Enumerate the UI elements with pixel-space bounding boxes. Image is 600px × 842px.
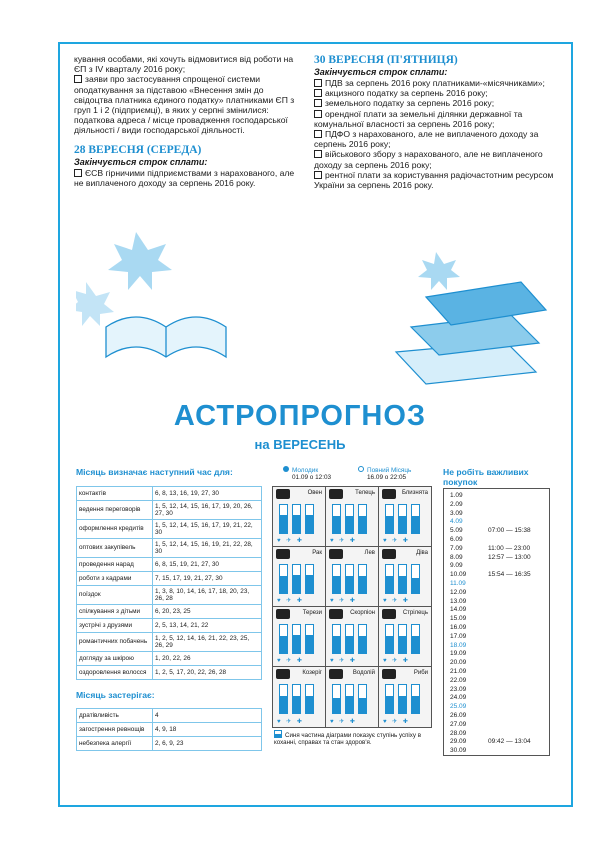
zodiac-cell: [326, 547, 379, 606]
zodiac-bars: [385, 684, 420, 714]
table-row: [77, 619, 262, 633]
day-row: [450, 624, 549, 633]
day-date: 4.09: [450, 518, 463, 526]
day-row: [450, 730, 549, 739]
row-days: 2, 6, 9, 23: [153, 737, 262, 751]
table-row: [77, 539, 262, 558]
level-bar: [345, 684, 354, 714]
row-days: 4, 9, 18: [153, 723, 262, 737]
day-row: [450, 659, 549, 668]
category-icons: ♥ ✈ ✚: [277, 658, 304, 664]
zodiac-cell: [379, 547, 431, 606]
level-bar: [332, 504, 341, 534]
checkbox[interactable]: [74, 75, 82, 83]
row-label: поїздок: [77, 586, 153, 605]
zodiac-bars: [332, 564, 367, 594]
list-item: [314, 129, 558, 149]
zodiac-name: Близнята: [401, 490, 428, 496]
subheading-sep30: Закінчується строк сплати:: [314, 67, 448, 77]
day-row: [450, 536, 549, 545]
day-row: [450, 738, 549, 747]
day-row: [450, 571, 549, 580]
day-row: [450, 554, 549, 563]
category-icons: ♥ ✈ ✚: [277, 719, 304, 725]
item-text: заяви про застосування спрощеної системи оподаткування за підставою «Внесення змін до свідоцтва платника єдиного податку» платниками ЄП з груп 1 і 2 (підприємці), в яких у серпні змінилися: податкова адреса / місце провадження господарської діяльності / види господарської діяльності.: [74, 74, 295, 136]
category-icons: ♥ ✈ ✚: [383, 598, 410, 604]
day-row: [450, 694, 549, 703]
level-bar: [411, 564, 420, 594]
zodiac-symbol-icon: [276, 549, 290, 559]
day-row: [450, 510, 549, 519]
bar-legend-icon: [274, 730, 282, 738]
category-icons: ♥ ✈ ✚: [383, 658, 410, 664]
level-bar: [279, 684, 288, 714]
zodiac-name: Скорпіон: [350, 610, 375, 616]
category-icons: ♥ ✈ ✚: [330, 538, 357, 544]
heading-sep30: 30 ВЕРЕСНЯ (П'ЯТНИЦЯ): [314, 54, 458, 66]
zodiac-bars: [279, 624, 314, 654]
row-days: 1, 5, 12, 14, 15, 16, 19, 21, 22, 28, 30: [153, 539, 262, 558]
zodiac-row: [273, 607, 431, 667]
row-label: загострення ревнощів: [77, 723, 153, 737]
day-row: [450, 721, 549, 730]
zodiac-cell: [273, 667, 326, 727]
sep30-list: [314, 78, 558, 190]
list-item: [314, 88, 558, 98]
category-icons: ♥ ✈ ✚: [330, 719, 357, 725]
level-bar: [345, 504, 354, 534]
day-date: 8.09: [450, 553, 463, 561]
day-date: 18.09: [450, 641, 467, 649]
day-date: 9.09: [450, 562, 463, 570]
zodiac-bars: [279, 504, 314, 534]
item-text: рентної плати за користування радіочастотним ресурсом України за серпень 2016 року.: [314, 169, 554, 191]
level-bar: [411, 684, 420, 714]
day-row: [450, 642, 549, 651]
item-text: земельного податку за серпень 2016 року;: [325, 98, 495, 109]
zodiac-symbol-icon: [276, 489, 290, 499]
full-moon: [358, 466, 411, 482]
day-date: 13.09: [450, 597, 467, 605]
table-row: [77, 501, 262, 520]
day-date: 11.09: [450, 579, 466, 587]
zodiac-symbol-icon: [329, 549, 343, 559]
checkbox[interactable]: [314, 99, 322, 107]
level-bar: [292, 564, 301, 594]
day-row: [450, 518, 549, 527]
category-icons: ♥ ✈ ✚: [277, 538, 304, 544]
day-row: [450, 501, 549, 510]
day-date: 28.09: [450, 729, 467, 737]
books-illustration: [76, 222, 556, 394]
table-row: [77, 572, 262, 586]
day-time: 12:57 — 13:00: [488, 553, 531, 561]
day-row: [450, 580, 549, 589]
row-label: догляду за шкірою: [77, 652, 153, 666]
checkbox[interactable]: [314, 89, 322, 97]
day-date: 21.09: [450, 667, 467, 675]
level-bar: [279, 504, 288, 534]
level-bar: [358, 564, 367, 594]
level-bar: [345, 624, 354, 654]
zodiac-row: [273, 487, 431, 547]
row-days: 7, 15, 17, 19, 21, 27, 30: [153, 572, 262, 586]
checkbox[interactable]: [314, 130, 322, 138]
zodiac-bars: [279, 684, 314, 714]
good-title: Місяць визначає наступний час для:: [76, 467, 233, 477]
level-bar: [292, 504, 301, 534]
good-table: [76, 486, 262, 680]
day-date: 25.09: [450, 703, 467, 711]
row-days: 4: [153, 709, 262, 723]
category-icons: ♥ ✈ ✚: [383, 538, 410, 544]
zodiac-name: Риби: [413, 670, 428, 676]
day-date: 10.09: [450, 571, 467, 579]
zodiac-cell: [326, 667, 379, 727]
zodiac-cell: [379, 487, 431, 546]
category-icons: ♥ ✈ ✚: [383, 719, 410, 725]
day-date: 14.09: [450, 606, 467, 614]
day-time: 11:00 — 23:00: [488, 544, 531, 552]
book-stack-icon: [396, 282, 546, 384]
day-date: 23.09: [450, 685, 467, 693]
item-text: ЄСВ гірничими підприємствами з нарахованого, але не виплаченого доходу за серпень 2016 року.: [74, 167, 295, 188]
row-label: роботи з кадрами: [77, 572, 153, 586]
full-moon-icon: [358, 466, 364, 472]
zodiac-name: Терези: [302, 610, 322, 616]
leaf-icon: [76, 232, 172, 326]
new-moon: [283, 466, 331, 482]
level-bar: [305, 564, 314, 594]
zodiac-symbol-icon: [276, 609, 290, 619]
zodiac-name: Водолій: [352, 670, 375, 676]
level-bar: [398, 564, 407, 594]
table-row: [77, 586, 262, 605]
zodiac-name: Козеріг: [302, 670, 322, 676]
zodiac-name: Діва: [416, 550, 428, 556]
level-bar: [332, 624, 341, 654]
row-days: 1, 2, 5, 12, 14, 16, 21, 22, 23, 25, 26, 29: [153, 633, 262, 652]
day-date: 17.09: [450, 632, 467, 640]
day-date: 5.09: [450, 527, 463, 535]
zodiac-cell: [273, 487, 326, 546]
day-date: 27.09: [450, 720, 467, 728]
day-date: 2.09: [450, 500, 463, 508]
checkbox[interactable]: [314, 110, 322, 118]
item-text: ПДФО з нарахованого, але не виплаченого доходу за серпень 2016 року;: [314, 129, 539, 150]
zodiac-cell: [326, 607, 379, 666]
item-text: орендної плати за земельні ділянки державної та комунальної власності за серпень 2016 року;: [314, 108, 523, 129]
row-label: спілкування з дітьми: [77, 605, 153, 619]
row-days: 1, 2, 5, 17, 20, 22, 26, 28: [153, 666, 262, 680]
list-item: [314, 149, 558, 169]
zodiac-name: Овен: [307, 490, 322, 496]
zodiac-symbol-icon: [382, 549, 396, 559]
day-row: [450, 545, 549, 554]
row-label: оптових закупівель: [77, 539, 153, 558]
subheading-sep28: Закінчується строк сплати:: [74, 156, 208, 167]
day-date: 7.09: [450, 544, 463, 552]
day-date: 16.09: [450, 623, 467, 631]
checkbox[interactable]: [314, 79, 322, 87]
level-bar: [305, 504, 314, 534]
level-bar: [358, 504, 367, 534]
heading-sep28: 28 ВЕРЕСНЯ (СЕРЕДА): [74, 143, 202, 156]
level-bar: [279, 564, 288, 594]
zodiac-cell: [273, 547, 326, 606]
zodiac-bars: [279, 564, 314, 594]
zodiac-symbol-icon: [329, 489, 343, 499]
table-row: [77, 520, 262, 539]
level-bar: [279, 624, 288, 654]
day-date: 26.09: [450, 711, 467, 719]
level-bar: [345, 564, 354, 594]
new-moon-date: 01.09 о 12:03: [292, 474, 332, 482]
day-date: 6.09: [450, 535, 463, 543]
zodiac-bars: [332, 624, 367, 654]
zodiac-bars: [385, 624, 420, 654]
zodiac-cell: [379, 667, 431, 727]
level-bar: [305, 684, 314, 714]
full-moon-label: Повний Місяць: [367, 467, 412, 474]
open-book-icon: [106, 317, 226, 357]
day-row: [450, 712, 549, 721]
row-label: небезпека алергії: [77, 737, 153, 751]
full-moon-date: 16.09 о 22:05: [367, 474, 407, 482]
level-bar: [385, 684, 394, 714]
level-bar: [398, 624, 407, 654]
new-moon-label: Молодик: [292, 467, 319, 474]
right-column: [314, 54, 558, 190]
row-label: проведення нарад: [77, 558, 153, 572]
row-days: 2, 5, 13, 14, 21, 22: [153, 619, 262, 633]
day-row: [450, 589, 549, 598]
zodiac-symbol-icon: [382, 609, 396, 619]
level-bar: [385, 564, 394, 594]
zodiac-bars: [332, 504, 367, 534]
row-days: 1, 3, 8, 10, 14, 16, 17, 18, 20, 23, 26, 28: [153, 586, 262, 605]
zodiac-cell: [273, 607, 326, 666]
level-bar: [398, 504, 407, 534]
table-row: [77, 605, 262, 619]
zodiac-grid: [272, 486, 432, 728]
row-label: романтичних побачень: [77, 633, 153, 652]
zodiac-bars: [385, 504, 420, 534]
level-bar: [385, 624, 394, 654]
day-time: 07:00 — 15:38: [488, 527, 531, 535]
zodiac-cell: [326, 487, 379, 546]
list-item: [314, 98, 558, 108]
zodiac-row: [273, 547, 431, 607]
day-date: 15.09: [450, 615, 467, 623]
level-bar: [411, 504, 420, 534]
category-icons: ♥ ✈ ✚: [277, 598, 304, 604]
day-row: [450, 686, 549, 695]
day-row: [450, 606, 549, 615]
leaf-icon: [418, 252, 460, 290]
list-item: [314, 109, 558, 129]
day-date: 30.09: [450, 747, 467, 755]
level-bar: [332, 684, 341, 714]
legend-text: Синя частина діаграми показує ступінь успіху в коханні, справах та стан здоров'я.: [274, 732, 421, 747]
day-row: [450, 703, 549, 712]
zodiac-symbol-icon: [329, 669, 343, 679]
zodiac-symbol-icon: [382, 669, 396, 679]
zodiac-name: Лев: [364, 550, 375, 556]
day-row: [450, 668, 549, 677]
day-date: 29.09: [450, 738, 467, 746]
zodiac-cell: [379, 607, 431, 666]
level-bar: [358, 684, 367, 714]
table-row: [77, 652, 262, 666]
day-row: [450, 562, 549, 571]
left-column: [74, 54, 300, 188]
row-days: 6, 20, 23, 25: [153, 605, 262, 619]
category-icons: ♥ ✈ ✚: [330, 598, 357, 604]
row-label: зустрічі з друзями: [77, 619, 153, 633]
day-row: [450, 492, 549, 501]
row-label: дратівливість: [77, 709, 153, 723]
zodiac-name: Рак: [312, 550, 322, 556]
continued-text: кування особами, які хочуть відмовитися від роботи на ЄП з IV кварталу 2016 року;: [74, 54, 294, 75]
checkbox[interactable]: [314, 150, 322, 158]
category-icons: ♥ ✈ ✚: [330, 658, 357, 664]
row-days: 1, 5, 12, 14, 15, 16, 17, 19, 21, 22, 30: [153, 520, 262, 539]
table-row: [77, 633, 262, 652]
row-days: 1, 5, 12, 14, 15, 16, 17, 19, 20, 26, 27, 30: [153, 501, 262, 520]
table-row: [77, 666, 262, 680]
zodiac-symbol-icon: [329, 609, 343, 619]
day-time: 15:54 — 16:35: [488, 571, 531, 579]
legend-note: [274, 730, 434, 747]
row-days: 1, 20, 22, 26: [153, 652, 262, 666]
item-text: акцизного податку за серпень 2016 року;: [325, 88, 488, 99]
level-bar: [332, 564, 341, 594]
nobuy-days: [443, 488, 550, 756]
day-row: [450, 598, 549, 607]
zodiac-name: Стрілець: [402, 610, 428, 616]
zodiac-bars: [385, 564, 420, 594]
day-row: [450, 615, 549, 624]
zodiac-bars: [332, 684, 367, 714]
day-date: 1.09: [450, 492, 463, 499]
day-row: [450, 677, 549, 686]
day-row: [450, 527, 549, 536]
zodiac-name: Телець: [355, 490, 375, 496]
row-label: контактів: [77, 487, 153, 501]
warn-table: [76, 708, 262, 751]
day-date: 12.09: [450, 588, 467, 596]
day-date: 24.09: [450, 694, 467, 702]
checkbox[interactable]: [74, 169, 82, 177]
table-row: [77, 487, 262, 501]
level-bar: [292, 624, 301, 654]
level-bar: [398, 684, 407, 714]
day-date: 22.09: [450, 676, 467, 684]
list-item: [314, 78, 558, 88]
day-time: 09:42 — 13:04: [488, 738, 531, 746]
table-row: [77, 709, 262, 723]
day-row: [450, 633, 549, 642]
level-bar: [305, 624, 314, 654]
day-row: [450, 747, 549, 756]
warn-title: Місяць застерігає:: [76, 690, 155, 700]
level-bar: [411, 624, 420, 654]
nobuy-title: Не робіть важливих покупок: [443, 467, 529, 487]
zodiac-symbol-icon: [382, 489, 396, 499]
level-bar: [292, 684, 301, 714]
item-text: ПДВ за серпень 2016 року платниками-«місячниками»;: [325, 78, 545, 88]
zodiac-row: [273, 667, 431, 727]
day-date: 20.09: [450, 659, 467, 667]
item-text: військового збору з нарахованого, але не виплаченого доходу за серпень 2016 року;: [314, 149, 543, 170]
checkbox[interactable]: [314, 171, 322, 179]
table-row: [77, 737, 262, 751]
row-days: 6, 8, 15, 19, 21, 27, 30: [153, 558, 262, 572]
row-label: оформлення кредитів: [77, 520, 153, 539]
astro-title: АСТРОПРОГНОЗ: [173, 400, 427, 432]
new-moon-icon: [283, 466, 289, 472]
day-date: 3.09: [450, 509, 463, 517]
zodiac-symbol-icon: [276, 669, 290, 679]
table-row: [77, 723, 262, 737]
level-bar: [358, 624, 367, 654]
level-bar: [385, 504, 394, 534]
day-row: [450, 650, 549, 659]
row-label: ведення переговорів: [77, 501, 153, 520]
row-days: 6, 8, 13, 16, 19, 27, 30: [153, 487, 262, 501]
astro-subtitle: на ВЕРЕСЕНЬ: [254, 437, 346, 452]
table-row: [77, 558, 262, 572]
list-item: [314, 170, 558, 190]
day-date: 19.09: [450, 650, 467, 658]
row-label: оздоровлення волосся: [77, 666, 153, 680]
